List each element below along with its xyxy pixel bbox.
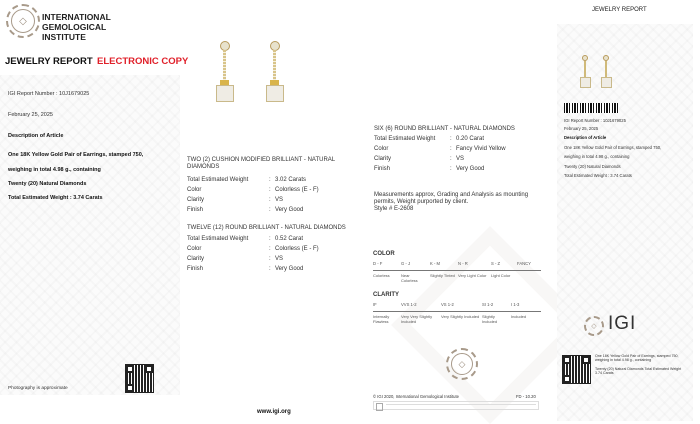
detail-row: Total Estimated Weight : 0.52 Carat <box>187 236 304 242</box>
detail-row: Color : Colorless (E - F) <box>187 246 319 252</box>
igi-seal-logo <box>6 4 40 38</box>
earrings-photo <box>200 35 290 115</box>
barcode <box>564 103 619 113</box>
website-link[interactable]: www.igi.org <box>257 409 291 415</box>
detail-row: Clarity : VS <box>187 197 284 203</box>
detail-row: Clarity : VS <box>374 156 465 162</box>
summary-description-heading: Description of Article <box>564 135 607 140</box>
disclaimer-box <box>373 401 539 410</box>
summary-description-line: One 18K Yellow Gold Pair of Earrings, stamped 750, <box>564 145 662 150</box>
report-number: IGI Report Number : 10J1679025 <box>8 91 90 97</box>
detail-row: Finish : Very Good <box>187 207 304 213</box>
copyright: © IGI 2020, International Gemological Institute <box>373 394 459 399</box>
description-heading: Description of Article <box>8 133 64 139</box>
color-scale-heading: COLOR <box>373 251 395 257</box>
divider <box>373 311 541 312</box>
summary-description-line: Total Estimated Weight : 3.74 Carats <box>564 173 632 178</box>
summary-description-line: Twenty (20) Natural Diamonds <box>564 164 621 169</box>
qr-code <box>126 365 153 392</box>
photo-note: Photography is approximate <box>8 386 68 391</box>
summary-bottom-text: One 18K Yellow Gold Pair of Earrings, stamped 750, weighing in total 4.98 g., containing <box>595 354 679 363</box>
clarity-scale <box>373 302 541 324</box>
summary-bottom-text: Twenty (20) Natural Diamonds Total Estimated Weight 3.74 Carats <box>595 367 682 376</box>
summary-date: February 25, 2025 <box>564 126 599 131</box>
document-icon <box>376 403 383 411</box>
clarity-descriptions: Internally Flawless Very Very Slightly Included Very Slightly Included Slightly Included Included <box>373 314 527 324</box>
igi-seal <box>446 348 478 380</box>
description-line: Twenty (20) Natural Diamonds <box>8 181 87 187</box>
clarity-scale-heading: CLARITY <box>373 292 399 298</box>
form-code: FD - 10.20 <box>516 394 536 399</box>
summary-description-line: weighing in total 4.98 g., containing <box>564 154 630 159</box>
diamond-icon: ◇ <box>19 15 27 27</box>
description-line: weighing in total 4.98 g., containing <box>8 167 101 173</box>
divider <box>373 270 541 271</box>
summary-card-title: JEWELRY REPORT <box>592 7 647 13</box>
igi-logo-text: IGI <box>608 313 637 334</box>
summary-report-number: IGI Report Number : 10J1679025 <box>564 118 626 123</box>
detail-row: Finish : Very Good <box>374 166 485 172</box>
report-title: JEWELRY REPORT <box>5 56 93 67</box>
summary-earrings-photo <box>575 55 625 95</box>
clarity-grades: IF VVS 1-2 VS 1-2 SI 1-2 I 1-3 <box>373 302 520 307</box>
comments: Measurements approx, Grading and Analysis as mounting permits, Weight purported by client. Style # E-2608 <box>374 192 529 212</box>
summary-qr-code <box>563 356 590 383</box>
detail-row: Color : Fancy Vivid Yellow <box>374 146 506 152</box>
detail-row: Finish : Very Good <box>187 266 304 272</box>
section-title: SIX (6) ROUND BRILLIANT - NATURAL DIAMONDS <box>374 126 515 132</box>
color-descriptions: Colorless Near Colorless Slightly Tinted Very Light Color Light Color <box>373 273 511 283</box>
org-name: INTERNATIONAL GEMOLOGICAL INSTITUTE <box>42 12 111 42</box>
diamond-section-2 <box>187 225 367 274</box>
igi-logo-seal <box>584 316 604 336</box>
section-title: TWO (2) CUSHION MODIFIED BRILLIANT - NATURAL DIAMONDS <box>187 157 335 170</box>
diamond-icon: ◇ <box>458 358 466 369</box>
section-title: TWELVE (12) ROUND BRILLIANT - NATURAL DIAMONDS <box>187 225 346 231</box>
description-line: Total Estimated Weight : 3.74 Carats <box>8 195 103 201</box>
description-line: One 18K Yellow Gold Pair of Earrings, stamped 750, <box>8 152 144 158</box>
detail-row: Total Estimated Weight : 0.20 Carat <box>374 136 485 142</box>
diamond-section-1 <box>187 157 367 215</box>
color-scale <box>373 261 541 283</box>
diamond-icon: ◇ <box>591 323 597 330</box>
electronic-copy-label: ELECTRONIC COPY <box>97 56 189 67</box>
detail-row: Total Estimated Weight : 3.02 Carats <box>187 177 307 183</box>
report-date: February 25, 2025 <box>8 112 53 118</box>
detail-row: Clarity : VS <box>187 256 284 262</box>
diamond-section-3 <box>374 126 544 174</box>
color-grades: D - F G - J K - M N - R S - Z FANCY <box>373 261 531 266</box>
left-panel <box>0 75 180 395</box>
detail-row: Color : Colorless (E - F) <box>187 187 319 193</box>
